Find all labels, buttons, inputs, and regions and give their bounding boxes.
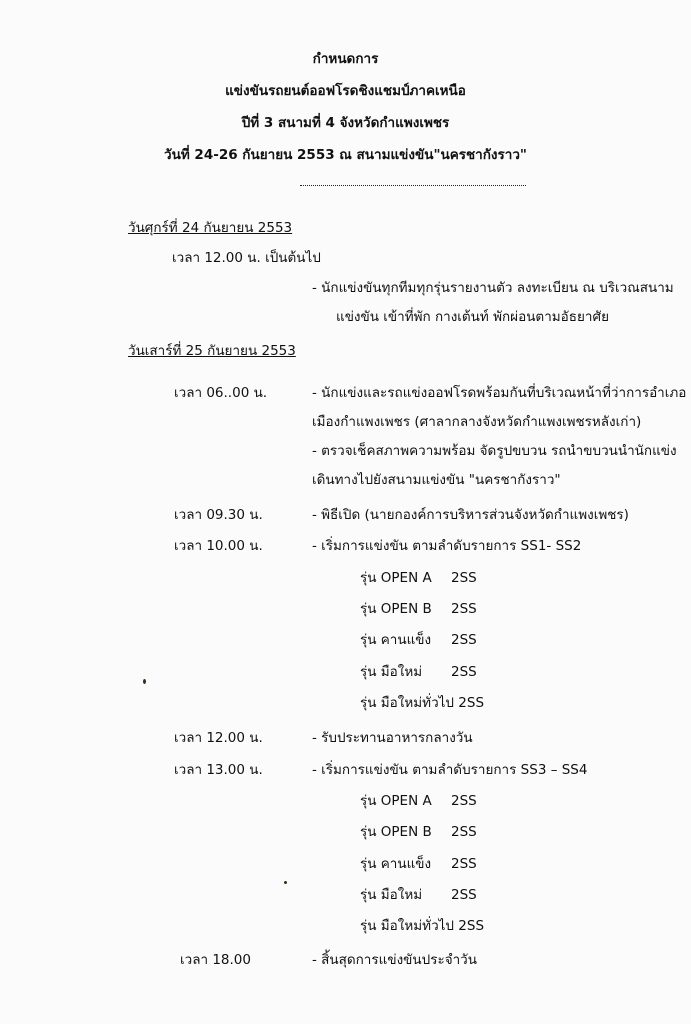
dotted-divider (300, 185, 526, 186)
activity-end-of-day: - สิ้นสุดการแข่งขันประจำวัน (312, 952, 477, 968)
time-0600: เวลา 06..00 น. (174, 385, 268, 401)
doc-title: กำหนดการ (312, 51, 379, 67)
activity-lunch: - รับประทานอาหารกลางวัน (312, 730, 473, 746)
event-season-venue: ปีที่ 3 สนามที่ 4 จังหวัดกำแพงเพชร (241, 115, 450, 131)
time-1800: เวลา 18.00 (180, 952, 251, 968)
class-list-item: รุ่น OPEN A (360, 793, 432, 809)
activity-check-line1: - ตรวจเช็คสภาพความพร้อม จัดรูปขบวน รถนำขบวนนำนักแข่ง (312, 443, 677, 459)
class-list-item: รุ่น OPEN B (360, 601, 432, 617)
class-list-item: รุ่น คานแข็ง (360, 856, 432, 872)
scan-speck (284, 881, 287, 884)
class-list-item: รุ่น มือใหม่ (360, 887, 423, 903)
day1-item-line1: - นักแข่งขันทุกทีมทุกรุ่นรายงานตัว ลงทะเบียน ณ บริเวณสนาม (312, 280, 674, 296)
class-list-item: รุ่น OPEN A (360, 570, 432, 586)
activity-start-ss3-ss4: - เริ่มการแข่งขัน ตามลำดับรายการ SS3 – SS4 (312, 762, 588, 778)
day2-heading: วันเสาร์ที่ 25 กันยายน 2553 (128, 343, 296, 359)
class-list-item: รุ่น คานแข็ง (360, 632, 432, 648)
class-ss: 2SS (451, 632, 477, 648)
time-1200: เวลา 12.00 น. (174, 730, 263, 746)
day1-item-line2: แข่งขัน เข้าที่พัก กางเต้นท์ พักผ่อนตามอัธยาศัย (336, 309, 609, 325)
scan-speck (143, 679, 146, 684)
class-ss: 2SS (451, 793, 477, 809)
day1-heading: วันศุกร์ที่ 24 กันยายน 2553 (128, 220, 293, 236)
day1-time: เวลา 12.00 น. เป็นต้นไป (172, 250, 321, 266)
class-ss: 2SS (451, 570, 477, 586)
activity-check-line2: เดินทางไปยังสนามแข่งขัน "นครชากังราว" (312, 472, 561, 488)
time-0930: เวลา 09.30 น. (174, 507, 263, 523)
class-ss: 2SS (451, 601, 477, 617)
class-list-item: รุ่น มือใหม่ (360, 664, 423, 680)
activity-start-ss1-ss2: - เริ่มการแข่งขัน ตามลำดับรายการ SS1- SS2 (312, 538, 582, 554)
activity-gather-line1: - นักแข่งและรถแข่งออฟโรดพร้อมกันที่บริเวณหน้าที่ว่าการอำเภอ (312, 385, 687, 401)
class-ss: 2SS (451, 856, 477, 872)
activity-gather-line2: เมืองกำแพงเพชร (ศาลากลางจังหวัดกำแพงเพชรหลังเก่า) (312, 414, 642, 430)
class-list-item: รุ่น OPEN B (360, 824, 432, 840)
time-1300: เวลา 13.00 น. (174, 762, 263, 778)
class-list-item: รุ่น มือใหม่ทั่วไป 2SS (360, 918, 485, 934)
class-ss: 2SS (451, 887, 477, 903)
time-1000: เวลา 10.00 น. (174, 538, 263, 554)
event-date-location: วันที่ 24-26 กันยายน 2553 ณ สนามแข่งขัน"นครชากังราว" (164, 147, 527, 163)
class-ss: 2SS (451, 824, 477, 840)
class-list-item: รุ่น มือใหม่ทั่วไป 2SS (360, 695, 485, 711)
class-ss: 2SS (451, 664, 477, 680)
event-name: แข่งขันรถยนต์ออฟโรดชิงแชมป์ภาคเหนือ (225, 83, 466, 99)
activity-opening: - พิธีเปิด (นายกองค์การบริหารส่วนจังหวัดกำแพงเพชร) (312, 507, 629, 523)
